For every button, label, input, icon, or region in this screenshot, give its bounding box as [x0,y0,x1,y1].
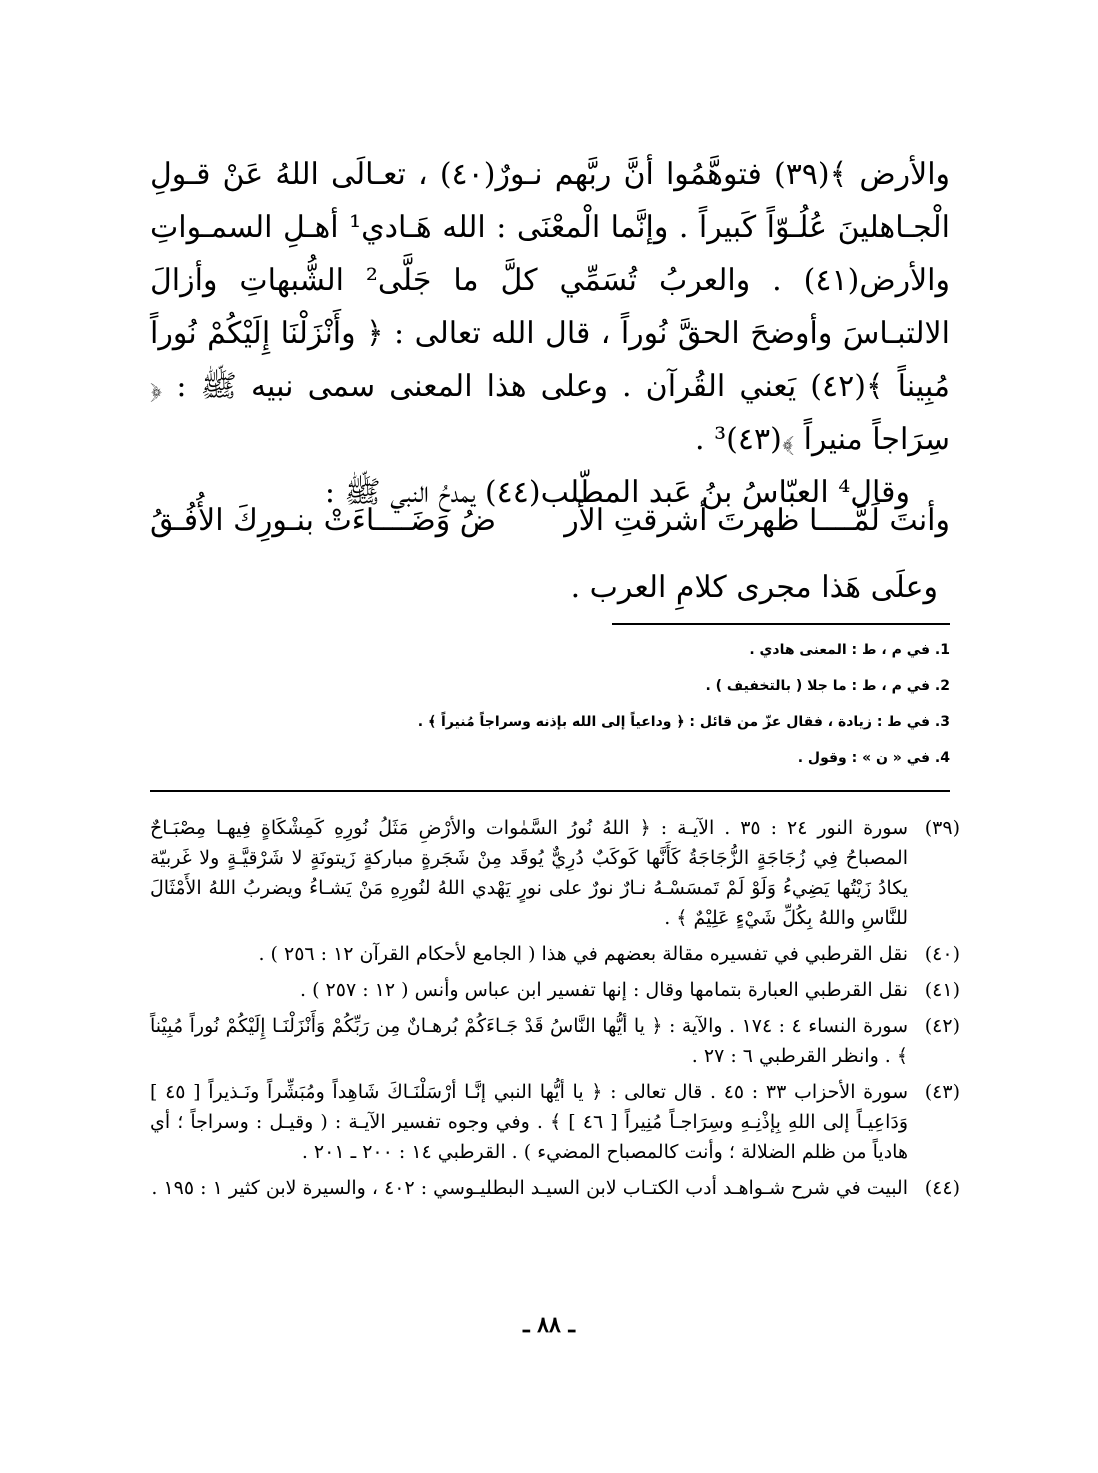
footnote-text: سورة الأحزاب ٣٣ : ٤٥ . قال تعالى : ﴿ يا أيُّها النبي إنَّـا أرْسَلْنَـاكَ شَاهِداً ومُبَشِّراً ونَـذيراً [ ٤٥ ] وَدَاعِيـاً إلى اللهِ بِإذْنِـهِ وسِرَاجـاً مُنِيراً [ ٤٦ ] ﴾ . وفي وجوه تفسير الآيـة : ( وقيـل : وسراجاً ؛ أي هادياً من ظلم الضلالة ؛ وأنت كالمصباح المضيء ) . القرطبي ١٤ : ٢٠٠ ـ ٢٠١ . [150,1081,908,1163]
editor-notes-separator [612,623,950,625]
footnote-item [150,1077,960,1167]
main-paragraph-2: وقال⁴ العبّاسُ بنُ عَبد المطّلب(٤٤) يمدحُ النبي ﷺ : [324,475,910,510]
footnote-number: (٤١) [924,979,960,1001]
footnote-item [150,1011,960,1071]
footnote-number: (٣٩) [924,817,960,839]
verse-first-hemistich: وأنتَ لَمَّــــا ظهرتَ أشرقتِ الأر [564,503,950,538]
editor-note: 1. في م ، ط : المعنى هادي . [749,642,950,658]
editor-note: 3. في ط : زيادة ، فقال عزّ من قائل : ﴿ وداعياً إلى الله بإذنه وسراجاً مُنيراً ﴾ . [417,714,950,730]
footnotes-separator [150,790,950,792]
footnote-text: سورة النساء ٤ : ١٧٤ . والآية : ﴿ يا أيُّها النَّاسُ قَدْ جَـاءَكُمْ بُرهـانٌ مِن رَبِّكُمْ وَأَنْزَلْنَـا إِلَيْكُمْ نُوراً مُبِيْناً ﴾ . وانظر القرطبي ٦ : ٢٧ . [150,1015,908,1067]
footnote-item [150,939,960,969]
footnote-item [150,975,960,1005]
main-paragraph-1: والأرض ﴾(٣٩) فتوهَّمُوا أنَّ ربَّهم نـورٌ(٤٠) ، تعـالَى اللهُ عَنْ قـولِ الْجـاهلينَ عُلُـوّاً كَبيراً . وإنَّما الْمعْنَى : الله هَـادي¹ أهـلِ السمـواتِ والأرض(٤١) . والعربُ تُسَمِّي كلَّ ما جَلَّى² الشُّبهاتِ وأزالَ الالتبـاسَ وأوضحَ الحقَّ نُوراً ، قال الله تعالى : ﴿ وأَنْزَلْنَا إِلَيْكُمْ نُوراً مُبِيناً ﴾(٤٢) يَعني القُرآن . وعلى هذا المعنى سمى نبيه ﷺ : ﴿ سِرَاجاً منيراً ﴾(٤٣)³ . [150,157,951,457]
footnote-number: (٤٤) [924,1177,960,1199]
footnotes [150,813,960,1209]
footnote-number: (٤٢) [924,1015,960,1037]
editor-notes [300,632,950,776]
footnote-item [150,1173,960,1203]
editor-note: 2. في م ، ط : ما جلا ( بالتخفيف ) . [705,678,950,694]
editor-note: 4. في « ن » : وقول . [797,750,950,766]
page-number: ـ ٨٨ ـ [523,1312,575,1338]
footnote-number: (٤٣) [924,1081,960,1103]
footnote-item [150,813,960,933]
footnote-text: سورة النور ٢٤ : ٣٥ . الآيـة : ﴿ اللهُ نُورُ السَّمٰوات والأرْضِ مَثَلُ نُورِهِ كَمِشْكَاةٍ فِيهـا مِصْبَـاحٌ المصباحُ فِي زُجَاجَةٍ الزُّجَاجَةُ كَأَنَّها كَوكَبٌ دُرِيٌّ يُوقَد مِنْ شَجَرةٍ مباركةٍ زَيتونَةٍ لا شَرْقيَّـةٍ ولا غَربيّة يكادُ زَيْتُها يَضِيءُ وَلَوْ لَمْ تَمسَسْـهُ نـارٌ نورٌ على نورٍ يَهْدي اللهُ لنُورِهِ مَنْ يَشـاءُ ويضربُ اللهُ الأَمْثَالَ للنَّاسِ واللهُ بِكُلِّ شَيْءٍ عَلِيْمٌ ﴾ . [150,817,908,929]
verse-second-hemistich: ضُ وَضَــــاءَتْ بنـورِكَ الأُفُـقُ [150,503,496,538]
footnote-text: نقل القرطبي في تفسيره مقالة بعضهم في هذا ( الجامع لأحكام القرآن ١٢ : ٢٥٦ ) . [258,943,908,965]
footnote-text: نقل القرطبي العبارة بتمامها وقال : إنها تفسير ابن عباس وأنس ( ١٢ : ٢٥٧ ) . [300,979,908,1001]
main-text [150,148,950,519]
closing-line: وعلَى هَذا مجرى كلامِ العرب . [570,570,938,605]
footnote-number: (٤٠) [924,943,960,965]
footnote-text: البيت في شرح شـواهـد أدب الكتـاب لابن السيـد البطليـوسي : ٤٠٢ ، والسيرة لابن كثير ١ : ١٩٥ . [151,1177,908,1199]
